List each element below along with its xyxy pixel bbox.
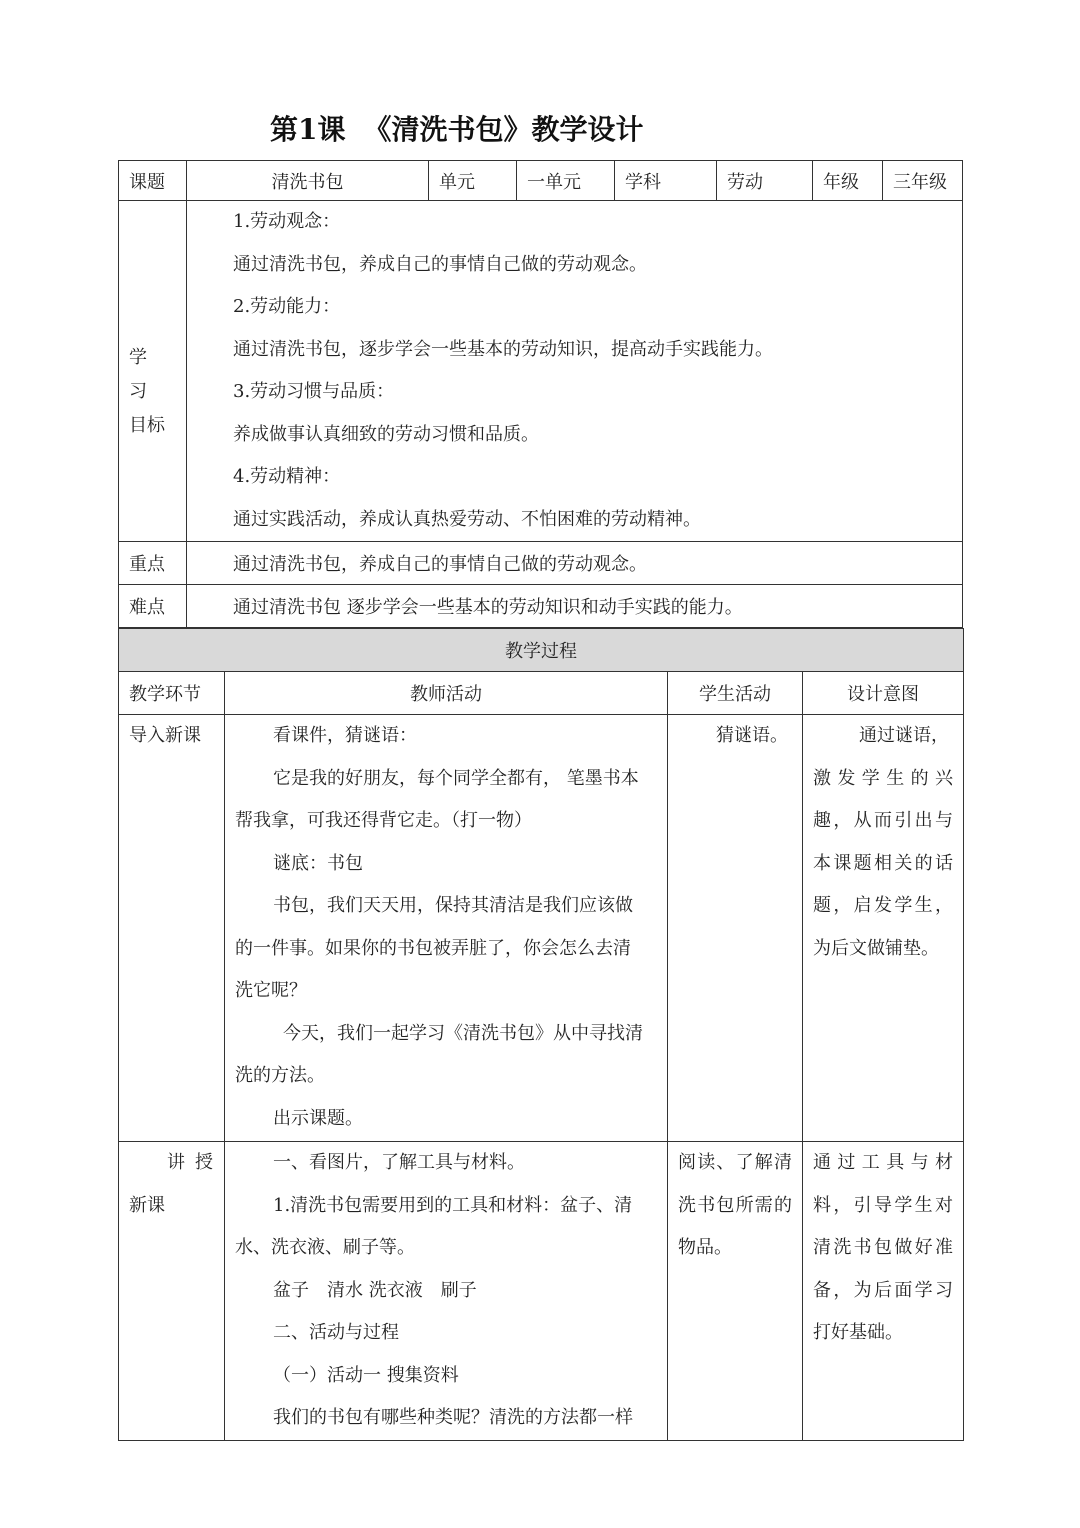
teacher-line: 今天，我们一起学习《清洗书包》从中寻找清 <box>283 1022 643 1044</box>
intent-line: 本课题相关的话 <box>813 852 953 874</box>
teacher-line: 洗的方法。 <box>235 1065 325 1086</box>
design-intent-cell <box>803 715 964 1142</box>
intent-line: 备，为后面学习 <box>813 1279 953 1301</box>
key-point-value: 通过清洗书包，养成自己的事情自己做的劳动观念。 <box>187 542 963 585</box>
intent-line: 清洗书包做好准 <box>813 1237 953 1258</box>
col-intent: 设计意图 <box>803 672 964 715</box>
process-row-intro <box>119 715 964 1142</box>
grade-label: 年级 <box>813 161 883 201</box>
teacher-line: 水、洗衣液、刷子等。 <box>235 1237 415 1258</box>
goal-line: 养成做事认真细致的劳动习惯和品质。 <box>233 423 539 445</box>
difficulty-label: 难点 <box>119 585 187 628</box>
student-line: 阅读、了解清 <box>678 1152 792 1173</box>
student-line: 猜谜语。 <box>716 725 788 746</box>
teacher-line: 1.清洗书包需要用到的工具和材料：盆子、清 <box>273 1194 633 1216</box>
lesson-name: 《清洗书包》教学设计 <box>363 113 644 146</box>
unit-label: 单元 <box>429 161 517 201</box>
teacher-line: 帮我拿，可我还得背它走。（打一物） <box>235 810 532 831</box>
teacher-line: 洗它呢？ <box>235 980 307 1001</box>
teacher-line: 书包，我们天天用，保持其清洁是我们应该做 <box>273 895 633 916</box>
lesson-info-table <box>118 160 963 628</box>
student-activity-cell <box>668 715 803 1142</box>
student-line: 物品。 <box>678 1237 732 1258</box>
goals-label-line2: 目标 <box>129 415 165 436</box>
subject-value: 劳动 <box>717 161 813 201</box>
subject-label: 学科 <box>615 161 717 201</box>
stage-label: 导入新课 <box>129 725 201 746</box>
teacher-line: （一）活动一 搜集资料 <box>273 1364 459 1386</box>
intent-line: 为后文做铺垫。 <box>813 937 939 959</box>
process-columns-row <box>119 672 964 715</box>
teacher-line: 一、看图片，了解工具与材料。 <box>273 1152 525 1173</box>
teaching-process-table <box>118 628 964 1441</box>
difficulty-row <box>119 585 963 628</box>
stage-label-line2: 新课 <box>129 1194 165 1216</box>
teacher-line: 出示课题。 <box>273 1107 363 1129</box>
goals-row <box>119 201 963 542</box>
teacher-line: 它是我的好朋友，每个同学全都有， 笔墨书本 <box>273 767 639 789</box>
teacher-activity-cell <box>225 715 668 1142</box>
intent-line: 趣，从而引出与 <box>813 810 953 831</box>
grade-value: 三年级 <box>883 161 963 201</box>
lesson-number: 第1课 <box>270 113 346 146</box>
teacher-line: 盆子 清水 洗衣液 刷子 <box>273 1279 477 1301</box>
goal-line: 通过清洗书包，逐步学会一些基本的劳动知识，提高动手实践能力。 <box>233 338 773 360</box>
topic-label: 课题 <box>119 161 187 201</box>
goal-line: 4.劳动精神： <box>233 466 341 487</box>
design-intent-cell <box>803 1142 964 1441</box>
intent-line: 打好基础。 <box>813 1322 903 1343</box>
col-stage: 教学环节 <box>119 672 225 715</box>
teacher-line: 我们的书包有哪些种类呢？清洗的方法都一样 <box>273 1407 633 1428</box>
goal-line: 3.劳动习惯与品质： <box>233 381 395 402</box>
teacher-activity-cell <box>225 1142 668 1441</box>
teacher-line: 看课件，猜谜语： <box>273 725 417 746</box>
goal-line: 2.劳动能力： <box>233 296 341 317</box>
unit-value: 一单元 <box>517 161 615 201</box>
goal-line: 通过清洗书包，养成自己的事情自己做的劳动观念。 <box>233 253 647 275</box>
goals-label-line1: 学习 <box>129 347 157 402</box>
stage-cell <box>119 1142 225 1441</box>
topic-value: 清洗书包 <box>187 161 429 201</box>
goal-line: 通过实践活动，养成认真热爱劳动、不怕困难的劳动精神。 <box>233 508 701 530</box>
goal-line: 1.劳动观念： <box>233 211 341 232</box>
student-activity-cell <box>668 1142 803 1441</box>
document-title <box>270 108 644 148</box>
intent-line: 料，引导学生对 <box>813 1194 953 1216</box>
intent-line: 题，启发学生， <box>813 895 953 916</box>
teacher-line: 二、活动与过程 <box>273 1322 399 1343</box>
intent-line: 通过工具与材 <box>813 1152 953 1173</box>
process-row-new-lesson <box>119 1142 964 1441</box>
stage-cell <box>119 715 225 1142</box>
intent-line: 激发学生的兴 <box>813 767 953 789</box>
process-header: 教学过程 <box>119 629 964 672</box>
stage-label-line1: 讲授 <box>167 1152 223 1173</box>
col-teacher: 教师活动 <box>225 672 668 715</box>
student-line: 洗书包所需的 <box>678 1194 792 1216</box>
teacher-line: 谜底：书包 <box>273 852 363 874</box>
key-point-row <box>119 542 963 585</box>
goals-content <box>187 201 963 542</box>
info-row <box>119 161 963 201</box>
difficulty-value: 通过清洗书包 逐步学会一些基本的劳动知识和动手实践的能力。 <box>187 585 963 628</box>
teacher-line: 的一件事。如果你的书包被弄脏了，你会怎么去清 <box>235 937 631 959</box>
intent-line: 通过谜语， <box>859 725 949 746</box>
process-header-row <box>119 629 964 672</box>
key-point-label: 重点 <box>119 542 187 585</box>
col-student: 学生活动 <box>668 672 803 715</box>
goals-label <box>119 201 187 542</box>
